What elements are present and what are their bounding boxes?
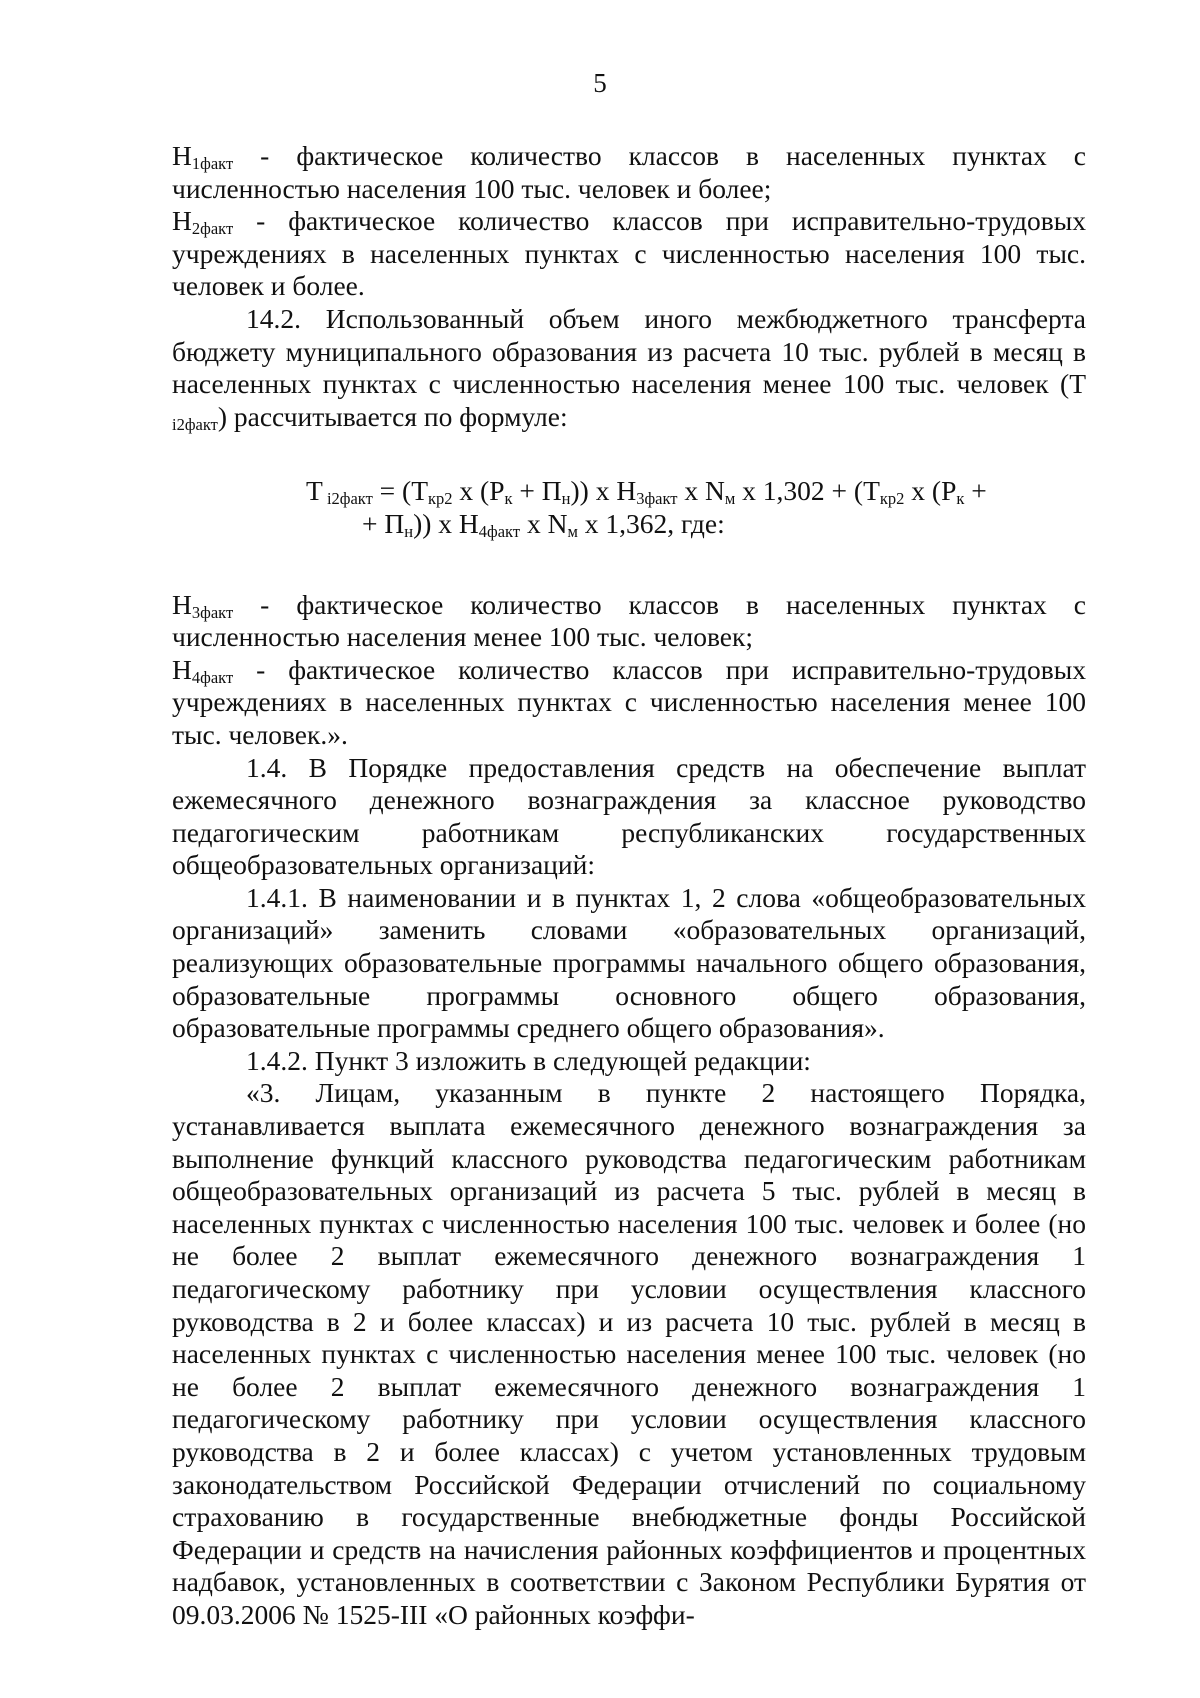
definition-n4 [172, 654, 1086, 752]
formula-term: х N [520, 507, 568, 539]
page-number: 5 [593, 68, 607, 98]
definition-subscript: 3факт [191, 602, 234, 622]
paragraph-1-4: 1.4. В Порядке предоставления средств на обеспечение выплат ежемесячного денежного вознаграждения за классное руководство педагогическим работникам республиканских государственных общеобразовательных организаций: [172, 751, 1086, 881]
definition-n2 [172, 205, 1086, 303]
formula-term: х N [677, 475, 725, 507]
paragraph-tail: ) рассчитывается по формуле: [217, 400, 568, 432]
formula-term: + П [512, 475, 562, 507]
formula-line-2 [172, 508, 1086, 541]
paragraph-1-4-1: 1.4.1. В наименовании и в пунктах 1, 2 слова «общеобразовательных организаций» заменить словами «образовательных организаций, реализующих образовательные программы начального общего образования, образовательные программы основного общего образования, образовательные программы среднего общего образования». [172, 881, 1086, 1044]
paragraph-point-3: «3. Лицам, указанным в пункте 2 настоящего Порядка, устанавливается выплата ежемесячного денежного вознаграждения за выполнение функций классного руководства педагогическим работникам общеобразовательных организаций из расчета 5 тыс. рублей в месяц в населенных пунктах с численностью населения 100 тыс. человек и более (но не более 2 выплат ежемесячного денежного вознаграждения 1 педагогическому работнику при условии осуществления классного руководства в 2 и более классах) и из расчета 10 тыс. рублей в месяц в населенных пунктах с численностью населения менее 100 тыс. человек (но не более 2 выплат ежемесячного денежного вознаграждения 1 педагогическому работнику при условии осуществления классного руководства в 2 и более классах) с учетом установленных трудовым законодательством Российской Федерации отчислений по социальному страхованию в государственные внебюджетные фонды Российской Федерации и средств на начисления районных коэффициентов и процентных надбавок, установленных в соответствии с Законом Республики Бурятия от 09.03.2006 № 1525-III «О районных коэффи- [172, 1077, 1086, 1630]
formula-term: Т [306, 475, 323, 507]
definition-n1 [172, 140, 1086, 205]
formula-term: + [964, 475, 987, 507]
definition-subscript: 1факт [191, 154, 234, 174]
formula-term: х (Р [452, 475, 505, 507]
formula-term: )) х Н [570, 475, 637, 507]
definition-subscript: 4факт [191, 667, 234, 687]
definition-n3 [172, 589, 1086, 654]
paragraph-1-4-2: 1.4.2. Пункт 3 изложить в следующей редакции: [246, 1044, 811, 1076]
definition-subscript: 2факт [191, 219, 234, 239]
definition-text: - фактическое количество классов в населенных пунктах с численностью населения 100 тыс. человек и более; [172, 140, 1086, 204]
definition-symbol: Н [172, 140, 192, 171]
formula-subscript: i2факт [322, 489, 373, 509]
definition-symbol: Н [172, 653, 192, 685]
paragraph-14-2 [172, 303, 1086, 433]
formula-subscript: к [504, 489, 513, 509]
formula-subscript: н [561, 489, 571, 509]
formula-subscript: н [404, 522, 414, 542]
paragraph-subscript: i2факт [172, 414, 218, 434]
definition-symbol: Н [172, 588, 192, 620]
paragraph-text: 14.2. Использованный объем иного межбюджетного трансферта бюджету муниципального образования из расчета 10 тыс. рублей в месяц в населенных пунктах с численностью населения менее 100 тыс. человек (Т [172, 302, 1086, 400]
formula [172, 475, 1086, 540]
formula-subscript: м [724, 489, 736, 509]
definition-text: - фактическое количество классов при исправительно-трудовых учреждениях в населенных пунктах с численностью населения 100 тыс. человек и более. [172, 205, 1086, 302]
definition-text: - фактическое количество классов в населенных пунктах с численностью населения менее 100 тыс. человек; [172, 588, 1086, 653]
definition-symbol: Н [172, 205, 192, 237]
formula-subscript: кр2 [879, 489, 905, 509]
formula-subscript: 4факт [478, 522, 521, 542]
formula-term: х 1,302 + (Т [735, 475, 880, 507]
definition-text: - фактическое количество классов при исправительно-трудовых учреждениях в населенных пунктах с численностью населения менее 100 тыс. человек.». [172, 653, 1086, 750]
formula-term: х 1,362, где: [577, 507, 725, 539]
formula-term: х (Р [904, 475, 957, 507]
formula-subscript: м [567, 522, 578, 542]
formula-line-1 [172, 475, 1086, 508]
formula-term: )) х Н [413, 507, 479, 539]
formula-subscript: к [956, 489, 965, 509]
formula-term: = (Т [372, 475, 429, 507]
formula-subscript: 3факт [636, 489, 678, 509]
formula-subscript: кр2 [428, 489, 453, 509]
document-body [172, 140, 1086, 1632]
formula-term: + П [362, 507, 405, 539]
